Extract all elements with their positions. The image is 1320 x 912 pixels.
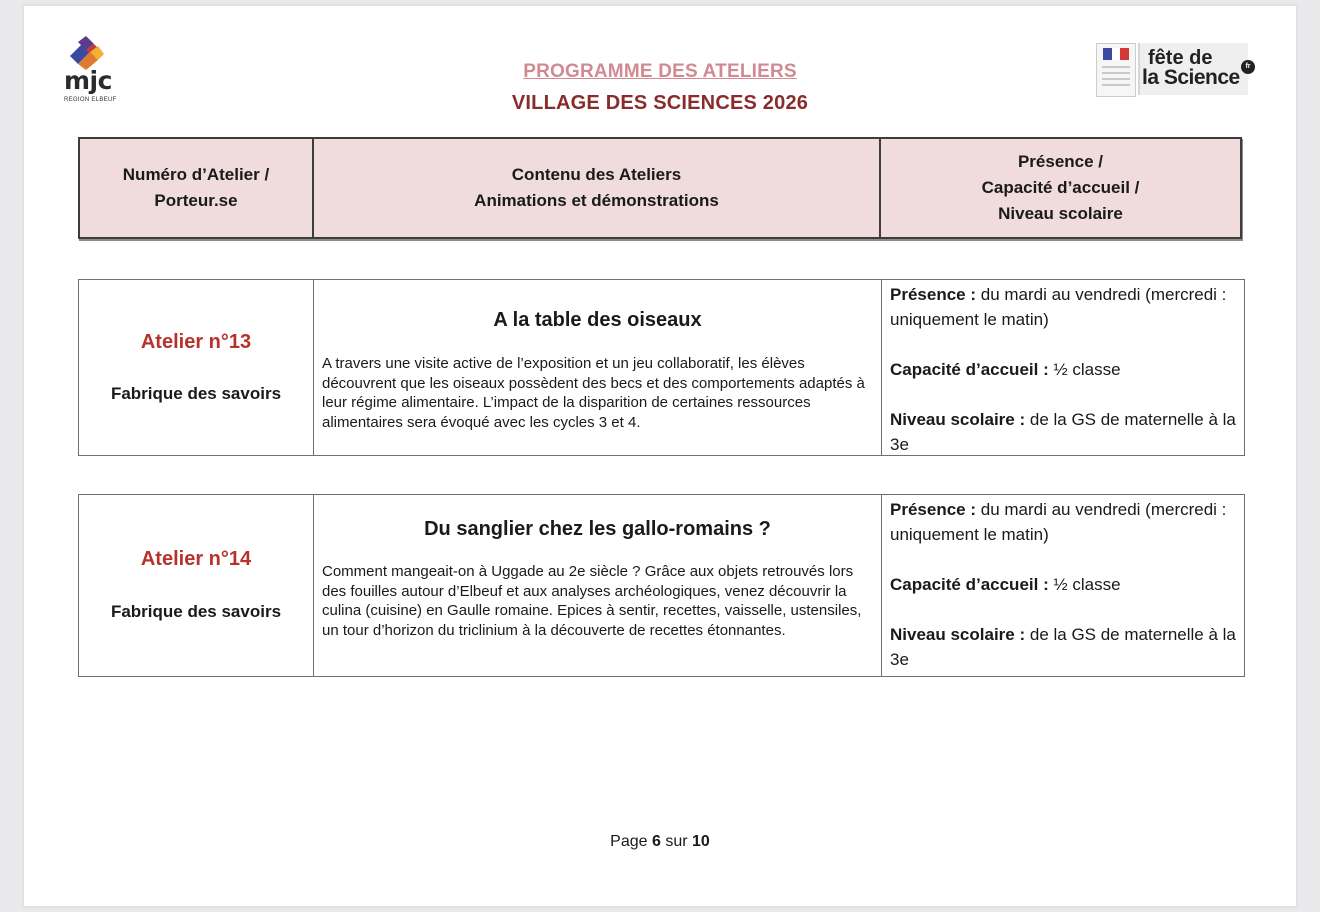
atelier-id-cell: [79, 495, 314, 676]
niveau-line: Niveau scolaire : de la GS de maternelle à la 3e: [890, 410, 1236, 454]
presence-line: Présence : du mardi au vendredi (mercredi : uniquement le matin): [890, 285, 1227, 329]
capacite-line: Capacité d’accueil : ½ classe: [890, 575, 1121, 594]
atelier-number: Atelier n°13: [140, 331, 252, 353]
atelier-row: [78, 494, 1245, 677]
fete-logo-badge: fr: [1241, 60, 1255, 74]
niveau-line: Niveau scolaire : de la GS de maternelle à la 3e: [890, 625, 1236, 669]
atelier-number: Atelier n°14: [140, 548, 252, 570]
atelier-content-cell: [314, 495, 882, 676]
capacite-line: Capacité d’accueil : ½ classe: [890, 360, 1121, 379]
fete-logo-line2: la Science: [1142, 66, 1240, 89]
atelier-title: A la table des oiseaux: [493, 309, 702, 331]
atelier-info-cell: [882, 495, 1244, 676]
mjc-logo-subtitle: REGION ELBEUF: [64, 97, 117, 103]
atelier-porteur: Fabrique des savoirs: [110, 384, 282, 403]
header-col-presence: Présence / Capacité d’accueil / Niveau scolaire: [981, 152, 1140, 223]
header-col-atelier: Numéro d’Atelier / Porteur.se: [80, 139, 314, 237]
atelier-id-cell: [79, 280, 314, 455]
atelier-description: Comment mangeait-on à Uggade au 2e siècle ? Grâce aux objets retrouvés lors des fouilles autour d’Elbeuf et aux analyses archéologiques, venez découvrir la culina (cuisine) en Gaulle romaine. Epices à sentir, recettes, vaisselle, ustensiles, un tour d’horizon du triclinium à la découverte de recettes étonnantes.: [322, 563, 862, 639]
header-col-contenu: Contenu des Ateliers Animations et démonstrations: [314, 139, 881, 237]
presence-line: Présence : du mardi au vendredi (mercredi : uniquement le matin): [890, 500, 1227, 544]
atelier-info-cell: [882, 280, 1244, 455]
table-header: [78, 137, 1242, 239]
mjc-logo-text: mjc: [64, 66, 112, 95]
atelier-content-cell: [314, 280, 882, 455]
atelier-row: [78, 279, 1245, 456]
atelier-description: A travers une visite active de l’exposition et un jeu collaboratif, les élèves découvrent que les oiseaux possèdent des becs et des comportements adaptés à leur régime alimentaire. L’impact de la disparition de certaines ressources alimentaires sera évoqué avec les cycles 3 et 4.: [322, 355, 865, 431]
page-subtitle: VILLAGE DES SCIENCES 2026: [511, 92, 809, 114]
atelier-porteur: Fabrique des savoirs: [110, 602, 282, 621]
page-number: Page 6 sur 10: [610, 833, 710, 850]
page-title: PROGRAMME DES ATELIERS: [523, 61, 797, 82]
atelier-title: Du sanglier chez les gallo-romains ?: [424, 518, 771, 540]
fete-logo-line1: fête de: [1148, 47, 1213, 69]
